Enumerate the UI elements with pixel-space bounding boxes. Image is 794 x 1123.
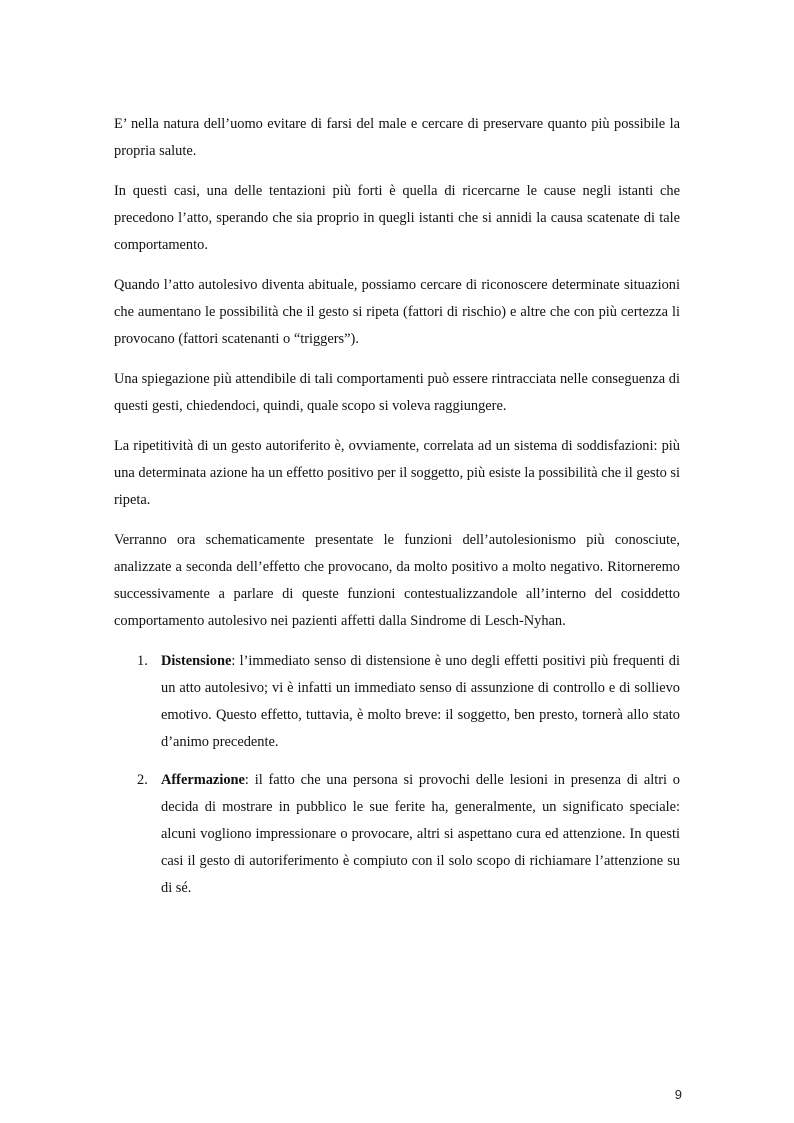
list-item xyxy=(114,767,680,902)
list-item xyxy=(114,648,680,756)
list-text: : l’immediato senso di distensione è uno degli effetti positivi più frequenti di un atto autolesivo; vi è infatti un immediato senso di assunzione di controllo e di sollievo emotivo. Questo effetto, tuttavia, è molto breve: il soggetto, ben presto, tornerà allo stato d’animo precedente. xyxy=(161,653,680,750)
paragraph-6: Verranno ora schematicamente presentate le funzioni dell’autolesionismo più conosciute, analizzate a seconda dell’effetto che provocano, da molto positivo a molto negativo. Ritorneremo successivamente a parlare di queste funzioni contestualizzandole all’interno del cosiddetto comportamento autolesivo nei pazienti affetti dalla Sindrome di Lesch-Nyhan. xyxy=(114,532,680,629)
list-term: Affermazione xyxy=(161,772,245,788)
paragraph-3: Quando l’atto autolesivo diventa abituale, possiamo cercare di riconoscere determinate situazioni che aumentano le possibilità che il gesto si ripeta (fattori di rischio) e altre che con più certezza li provocano (fattori scatenanti o “triggers”). xyxy=(114,277,680,347)
body-text xyxy=(114,111,680,913)
paragraph-2: In questi casi, una delle tentazioni più forti è quella di ricercarne le cause negli istanti che precedono l’atto, sperando che sia proprio in quegli istanti che si annidi la causa scatenate di tale comportamento. xyxy=(114,183,680,253)
paragraph-5: La ripetitività di un gesto autoriferito è, ovviamente, correlata ad un sistema di soddisfazioni: più una determinata azione ha un effetto positivo per il soggetto, più esiste la possibilità che il gesto si ripeta. xyxy=(114,438,680,508)
paragraph-4: Una spiegazione più attendibile di tali comportamenti può essere rintracciata nelle conseguenza di questi gesti, chiedendoci, quindi, quale scopo si voleva raggiungere. xyxy=(114,371,680,414)
functions-list xyxy=(114,648,680,902)
page-number: 9 xyxy=(674,1087,682,1102)
list-number: 1. xyxy=(137,653,148,669)
list-term: Distensione xyxy=(161,653,232,669)
paragraph-1: E’ nella natura dell’uomo evitare di farsi del male e cercare di preservare quanto più possibile la propria salute. xyxy=(114,116,680,159)
list-number: 2. xyxy=(137,772,148,788)
list-text: : il fatto che una persona si provochi delle lesioni in presenza di altri o decida di mostrare in pubblico le sue ferite ha, generalmente, un significato speciale: alcuni vogliono impressionare o provocare, altri si aspettano cura ed attenzione. In questi casi il gesto di autoriferimento è compiuto con il solo scopo di richiamare l’attenzione su di sé. xyxy=(161,772,680,896)
